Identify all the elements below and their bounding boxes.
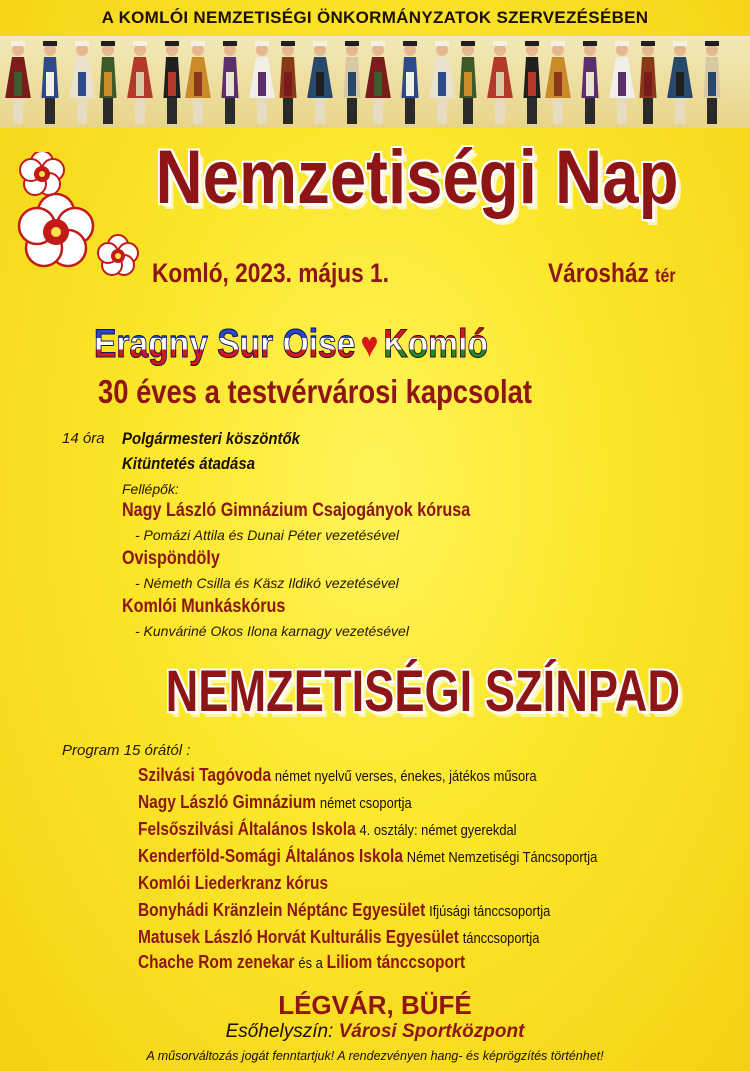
program-item-name: Bonyhádi Kränzlein Néptánc Egyesület xyxy=(138,900,426,920)
twin-cities-line xyxy=(94,318,573,370)
heart-icon: ♥ xyxy=(360,324,379,365)
program-item-name: Komlói Liederkranz kórus xyxy=(138,873,329,893)
flower-icon xyxy=(20,152,64,195)
event-location-suffix: tér xyxy=(655,266,676,287)
rain-venue-line xyxy=(0,1020,750,1044)
program-item-name: Nagy László Gimnázium xyxy=(138,792,317,812)
event-location-name: Városház xyxy=(548,258,649,288)
program-item xyxy=(138,765,537,786)
performer-name: Komlói Munkáskórus xyxy=(122,596,286,617)
program-item xyxy=(138,900,550,921)
program-item-desc: tánccsoportja xyxy=(462,930,540,947)
program-item-name: Liliom tánccsoport xyxy=(326,952,466,972)
program-item-name: Chache Rom zenekar xyxy=(138,952,295,972)
program-label: Program 15 órától : xyxy=(62,742,191,759)
program-item xyxy=(138,873,328,894)
extras-line: LÉGVÁR, BÜFÉ xyxy=(278,990,472,1020)
performer-leader: - Kunváriné Okos Ilona karnagy vezetésével xyxy=(135,623,409,639)
folk-costume-illustration xyxy=(0,36,750,128)
performer-leader: - Németh Csilla és Käsz Ildikó vezetésével xyxy=(135,575,399,591)
program-item-name: Felsőszilvási Általános Iskola xyxy=(138,819,356,839)
rain-venue-name: Városi Sportközpont xyxy=(338,1021,525,1042)
twin-city-eragny: Eragny Sur Oise xyxy=(94,322,356,366)
anniversary-text: 30 éves a testvérvárosi kapcsolat xyxy=(98,373,532,410)
disclaimer: A műsorváltozás jogát fenntartjuk! A rendezvényen hang- és képrögzítés történhet! xyxy=(146,1049,604,1063)
performer-leader: - Pomázi Attila és Dunai Péter vezetésével xyxy=(135,527,400,543)
flower-icon xyxy=(98,235,138,275)
program-item-name: Matusek László Horvát Kulturális Egyesület xyxy=(138,927,459,947)
program-item-desc: és a xyxy=(298,955,323,972)
twin-city-komlo: Komló xyxy=(383,322,488,366)
program-item-desc: Ifjúsági tánccsoportja xyxy=(429,903,551,920)
schedule-time: 14 óra xyxy=(62,430,105,447)
program-item xyxy=(138,846,597,867)
program-item-desc: német csoportja xyxy=(319,795,412,812)
performer-name: Ovispöndöly xyxy=(122,548,220,569)
program-item-desc: 4. osztály: német gyerekdal xyxy=(359,822,517,839)
program-item xyxy=(138,819,517,840)
schedule-item: Polgármesteri köszöntők xyxy=(122,429,300,448)
program-item-name: Szilvási Tagóvoda xyxy=(138,765,272,785)
performers-label: Fellépők: xyxy=(122,481,179,497)
schedule-item: Kitüntetés átadása xyxy=(122,454,256,473)
performer-name: Nagy László Gimnázium Csajogányok kórusa xyxy=(122,500,471,521)
rain-venue-label: Esőhelyszín: xyxy=(225,1021,334,1042)
flower-decoration xyxy=(14,152,144,282)
stage-title: NEMZETISÉGI SZÍNPAD xyxy=(165,659,681,724)
event-title: Nemzetiségi Nap xyxy=(155,135,679,220)
event-date: Komló, 2023. május 1. xyxy=(152,258,389,288)
program-item xyxy=(138,952,465,973)
organizer-banner: A KOMLÓI NEMZETISÉGI ÖNKORMÁNYZATOK SZERVEZÉSÉBEN xyxy=(101,8,649,27)
program-item xyxy=(138,792,412,813)
program-item-desc: Német Nemzetiségi Táncsoportja xyxy=(406,849,598,866)
flower-icon xyxy=(19,194,93,266)
program-item-desc: német nyelvű verses, énekes, játékos műsora xyxy=(274,768,537,785)
event-location xyxy=(548,256,676,294)
program-item-name: Kenderföld-Somági Általános Iskola xyxy=(138,846,403,866)
program-item xyxy=(138,927,539,948)
